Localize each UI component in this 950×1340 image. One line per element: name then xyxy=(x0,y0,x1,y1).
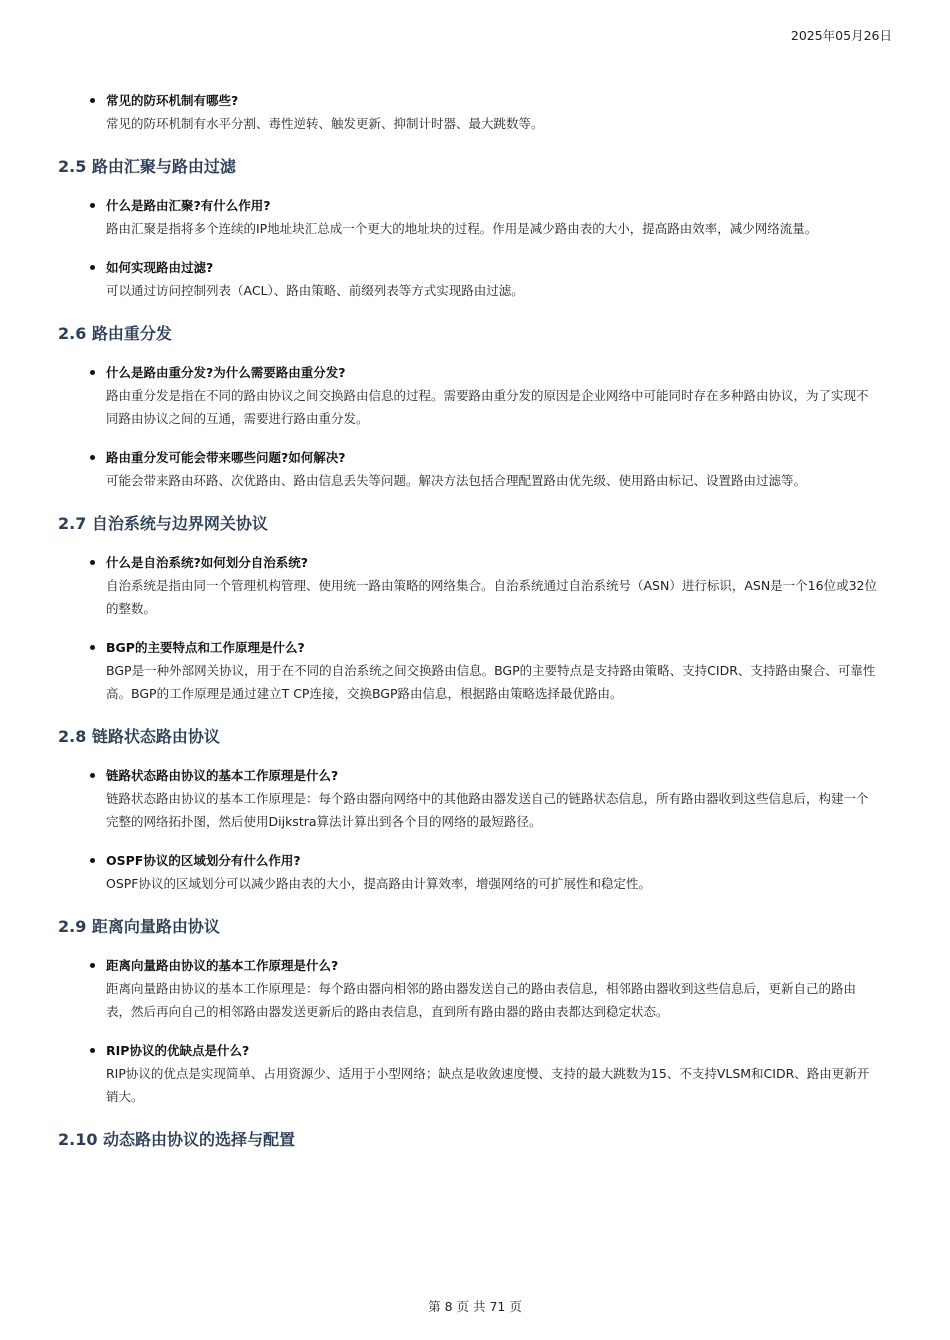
answer: 链路状态路由协议的基本工作原理是：每个路由器向网络中的其他路由器发送自己的链路状态信息，所有路由器收到这些信息后，构建一个完整的网络拓扑图，然后使用Dijkstra算法计算出到各个目的网络的最短路径。 xyxy=(106,791,869,829)
answer: 常见的防环机制有水平分割、毒性逆转、触发更新、抑制计时器、最大跳数等。 xyxy=(106,116,544,131)
answer: 距离向量路由协议的基本工作原理是：每个路由器向相邻的路由器发送自己的路由表信息，相邻路由器收到这些信息后，更新自己的路由表，然后再向自己的相邻路由器发送更新后的路由表信息，直到所有路由器的路由表都达到稳定状态。 xyxy=(106,981,857,1019)
question: BGP的主要特点和工作原理是什么? xyxy=(106,640,305,655)
qa-item xyxy=(58,955,878,1023)
section-heading: 2.8 链路状态路由协议 xyxy=(58,727,220,746)
question: RIP协议的优缺点是什么? xyxy=(106,1043,250,1058)
section-heading: 2.5 路由汇聚与路由过滤 xyxy=(58,157,236,176)
question: 常见的防环机制有哪些? xyxy=(106,93,239,108)
answer: RIP协议的优点是实现简单、占用资源少、适用于小型网络；缺点是收敛速度慢、支持的最大跳数为15、不支持VLSM和CIDR、路由更新开销大。 xyxy=(106,1066,870,1104)
question: 什么是路由重分发?为什么需要路由重分发? xyxy=(106,365,346,380)
question: 链路状态路由协议的基本工作原理是什么? xyxy=(106,768,339,783)
section-heading: 2.9 距离向量路由协议 xyxy=(58,917,220,936)
question: 什么是路由汇聚?有什么作用? xyxy=(106,198,271,213)
question: 如何实现路由过滤? xyxy=(106,260,214,275)
question: 距离向量路由协议的基本工作原理是什么? xyxy=(106,958,339,973)
answer: 可以通过访问控制列表（ACL）、路由策略、前缀列表等方式实现路由过滤。 xyxy=(106,283,524,298)
section-heading: 2.10 动态路由协议的选择与配置 xyxy=(58,1130,296,1149)
qa-item xyxy=(58,90,878,135)
qa-item xyxy=(58,850,878,895)
qa-item xyxy=(58,257,878,302)
page-date: 2025年05月26日 xyxy=(790,28,892,43)
answer: BGP是一种外部网关协议，用于在不同的自治系统之间交换路由信息。BGP的主要特点是支持路由策略、支持CIDR、支持路由聚合、可靠性高。BGP的工作原理是通过建立T CP连接，交换BGP路由信息，根据路由策略选择最优路由。 xyxy=(106,663,876,701)
qa-item xyxy=(58,552,878,620)
question: 什么是自治系统?如何划分自治系统? xyxy=(106,555,309,570)
page-number: 第 8 页 共 71 页 xyxy=(428,1299,522,1314)
answer: 自治系统是指由同一个管理机构管理、使用统一路由策略的网络集合。自治系统通过自治系统号（ASN）进行标识，ASN是一个16位或32位的整数。 xyxy=(106,578,877,616)
qa-item xyxy=(58,765,878,833)
answer: 路由重分发是指在不同的路由协议之间交换路由信息的过程。需要路由重分发的原因是企业网络中可能同时存在多种路由协议，为了实现不同路由协议之间的互通，需要进行路由重分发。 xyxy=(106,388,869,426)
question: OSPF协议的区域划分有什么作用? xyxy=(106,853,301,868)
qa-item xyxy=(58,195,878,240)
qa-item xyxy=(58,447,878,492)
qa-item xyxy=(58,637,878,705)
section-heading: 2.7 自治系统与边界网关协议 xyxy=(58,514,268,533)
section-heading: 2.6 路由重分发 xyxy=(58,324,172,343)
answer: 可能会带来路由环路、次优路由、路由信息丢失等问题。解决方法包括合理配置路由优先级、使用路由标记、设置路由过滤等。 xyxy=(106,473,807,488)
answer: OSPF协议的区域划分可以减少路由表的大小，提高路由计算效率，增强网络的可扩展性和稳定性。 xyxy=(106,876,652,891)
answer: 路由汇聚是指将多个连续的IP地址块汇总成一个更大的地址块的过程。作用是减少路由表的大小，提高路由效率，减少网络流量。 xyxy=(106,221,818,236)
document-body xyxy=(58,90,878,1168)
question: 路由重分发可能会带来哪些问题?如何解决? xyxy=(106,450,346,465)
qa-item xyxy=(58,362,878,430)
qa-item xyxy=(58,1040,878,1108)
